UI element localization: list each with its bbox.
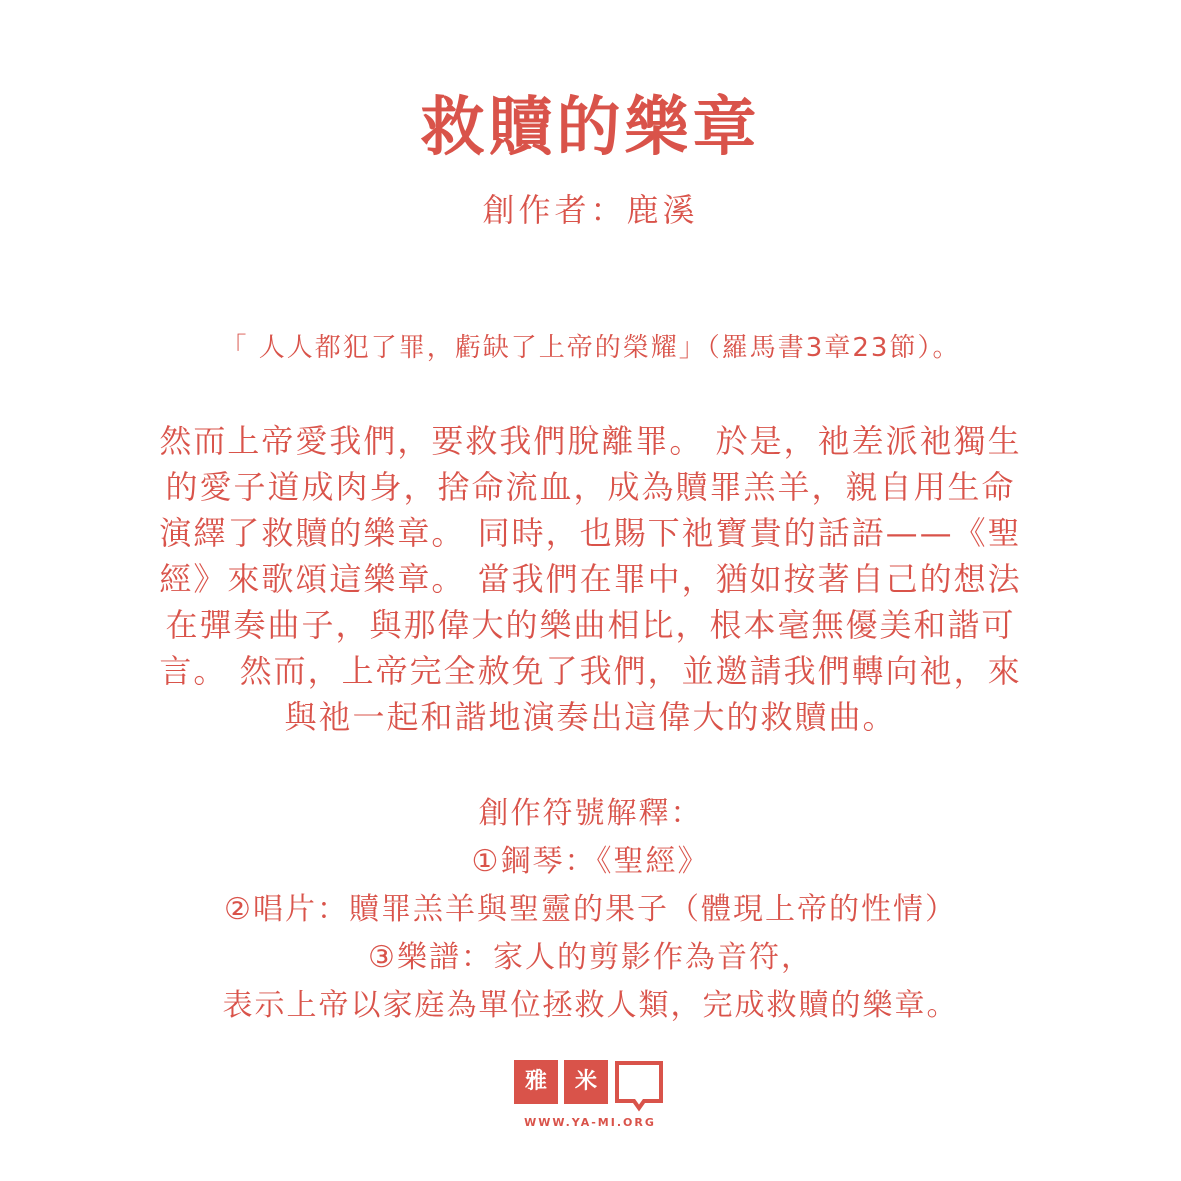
body-line: 在彈奏曲子，與那偉大的樂曲相比，根本毫無優美和諧可 <box>165 606 1016 644</box>
body-line: 演繹了救贖的樂章。 同時，也賜下祂寶貴的話語——《聖 <box>159 514 1022 552</box>
logo-char-mi: 米 <box>564 1060 608 1104</box>
body-line: 言。 然而，上帝完全赦免了我們，並邀請我們轉向祂，來 <box>159 652 1022 690</box>
page-title: 救贖的樂章 <box>420 91 761 165</box>
explanation-item: ①鋼琴：《聖經》 <box>471 844 710 879</box>
scripture-quote: 「 人人都犯了罪，虧缺了上帝的榮耀」（羅馬書3章23節）。 <box>220 333 961 363</box>
body-line: 的愛子道成肉身，捨命流血，成為贖罪羔羊，親自用生命 <box>165 468 1016 506</box>
body-line: 然而上帝愛我們，要救我們脫離罪。 於是，祂差派祂獨生 <box>159 422 1022 460</box>
explanation-heading: 創作符號解釋： <box>478 796 703 831</box>
explanation-item: ③樂譜：家人的剪影作為音符， <box>368 940 813 975</box>
speech-bubble-icon <box>614 1060 664 1112</box>
body-line: 與祂一起和諧地演奏出這偉大的救贖曲。 <box>284 698 897 736</box>
symbol-explanation <box>0 790 1181 1030</box>
body-line: 經》來歌頌這樂章。 當我們在罪中，猶如按著自己的想法 <box>159 560 1022 598</box>
explanation-item: ②唱片：贖罪羔羊與聖靈的果子（體現上帝的性情） <box>224 892 957 927</box>
author-line: 創作者：鹿溪 <box>482 191 699 229</box>
explanation-item: 表示上帝以家庭為單位拯救人類，完成救贖的樂章。 <box>222 988 959 1023</box>
logo-char-ya: 雅 <box>514 1060 558 1104</box>
yami-logo[interactable] <box>514 1060 674 1140</box>
logo-url[interactable]: WWW.YA-MI.ORG <box>524 1116 656 1129</box>
body-paragraph <box>100 418 1081 740</box>
